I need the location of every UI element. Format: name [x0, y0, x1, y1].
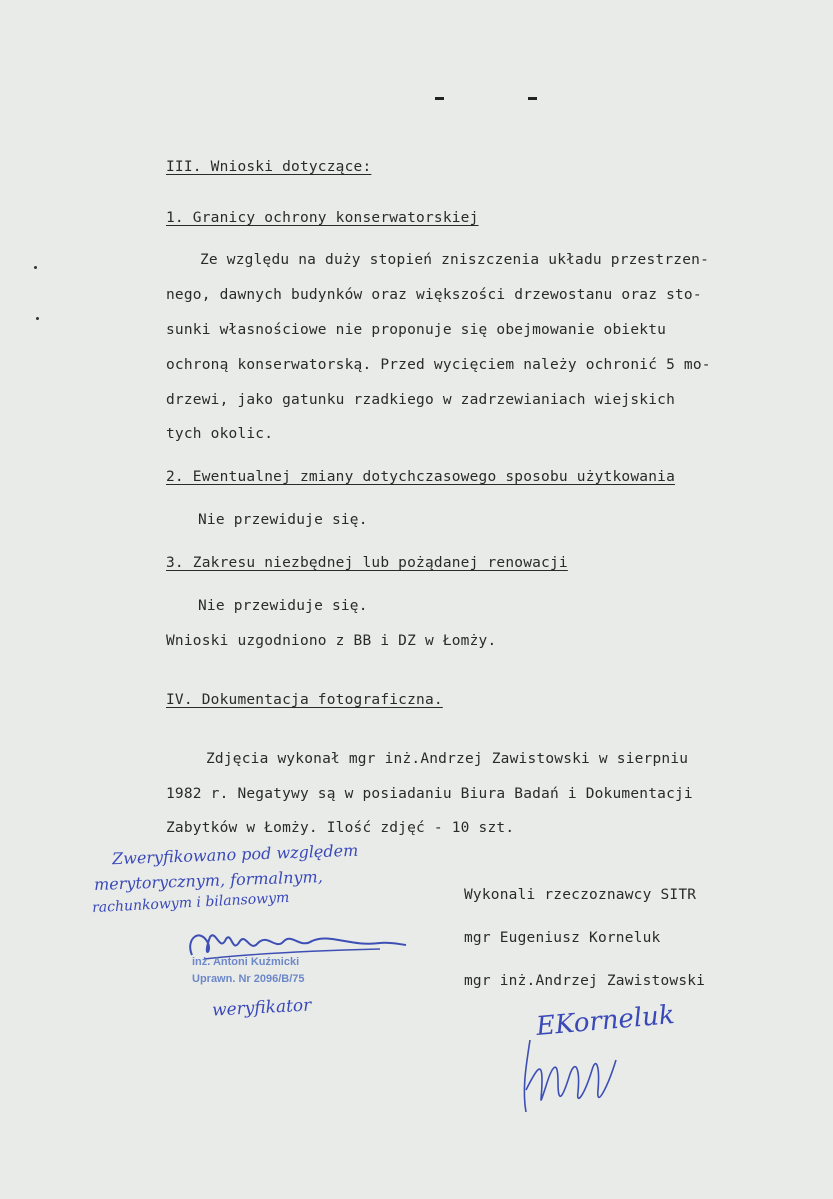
section-4-line: 1982 r. Negatywy są w posiadaniu Biura Badań i Dokumentacji	[166, 786, 693, 802]
item-1-line: sunki własnościowe nie proponuje się obejmowanie obiektu	[166, 322, 667, 338]
item-3-heading: 3. Zakresu niezbędnej lub pożądanej renowacji	[166, 555, 568, 571]
item-1-line: Ze względu na duży stopień zniszczenia układu przestrzen-	[200, 252, 709, 268]
stamp-license: Uprawn. Nr 2096/B/75	[192, 973, 305, 985]
handwritten-note-line: merytorycznym, formalnym,	[93, 867, 324, 894]
margin-mark	[34, 266, 37, 269]
verifier-stamp	[180, 925, 410, 995]
section-3-heading: III. Wnioski dotyczące:	[166, 159, 372, 175]
signature-1: EKorneluk	[534, 1000, 676, 1042]
item-1-line: nego, dawnych budynków oraz większości drzewostanu oraz sto-	[166, 287, 702, 303]
item-2-heading: 2. Ewentualnej zmiany dotychczasowego sposobu użytkowania	[166, 469, 675, 485]
margin-mark	[36, 317, 39, 320]
signature-2-icon	[512, 1030, 652, 1120]
item-3-text: Nie przewiduje się.	[198, 598, 368, 614]
item-1-line: drzewi, jako gatunku rzadkiego w zadrzewianiach wiejskich	[166, 392, 675, 408]
section-4-line: Zabytków w Łomży. Ilość zdjęć - 10 szt.	[166, 820, 515, 836]
signatories-intro: Wykonali rzeczoznawcy SITR	[464, 887, 697, 903]
item-3-note: Wnioski uzgodniono z BB i DZ w Łomży.	[166, 633, 497, 649]
item-1-line: ochroną konserwatorską. Przed wycięciem należy ochronić 5 mo-	[166, 357, 711, 373]
handwritten-note-line: Zweryfikowano pod względem	[111, 840, 359, 869]
signatory-1: mgr Eugeniusz Korneluk	[464, 930, 661, 946]
verifier-role: weryfikator	[211, 995, 312, 1021]
page-marker-dash-right	[528, 97, 537, 100]
section-4-heading: IV. Dokumentacja fotograficzna.	[166, 692, 443, 708]
handwritten-note-line: rachunkowym i bilansowym	[91, 889, 290, 917]
signatory-2: mgr inż.Andrzej Zawistowski	[464, 973, 706, 989]
page-marker-dash-left	[435, 97, 444, 100]
item-2-text: Nie przewiduje się.	[198, 512, 368, 528]
stamp-name: inż. Antoni Kuźmicki	[192, 956, 300, 968]
item-1-line: tych okolic.	[166, 426, 274, 442]
item-1-heading: 1. Granicy ochrony konserwatorskiej	[166, 210, 479, 226]
section-4-line: Zdjęcia wykonał mgr inż.Andrzej Zawistowski w sierpniu	[206, 751, 689, 767]
